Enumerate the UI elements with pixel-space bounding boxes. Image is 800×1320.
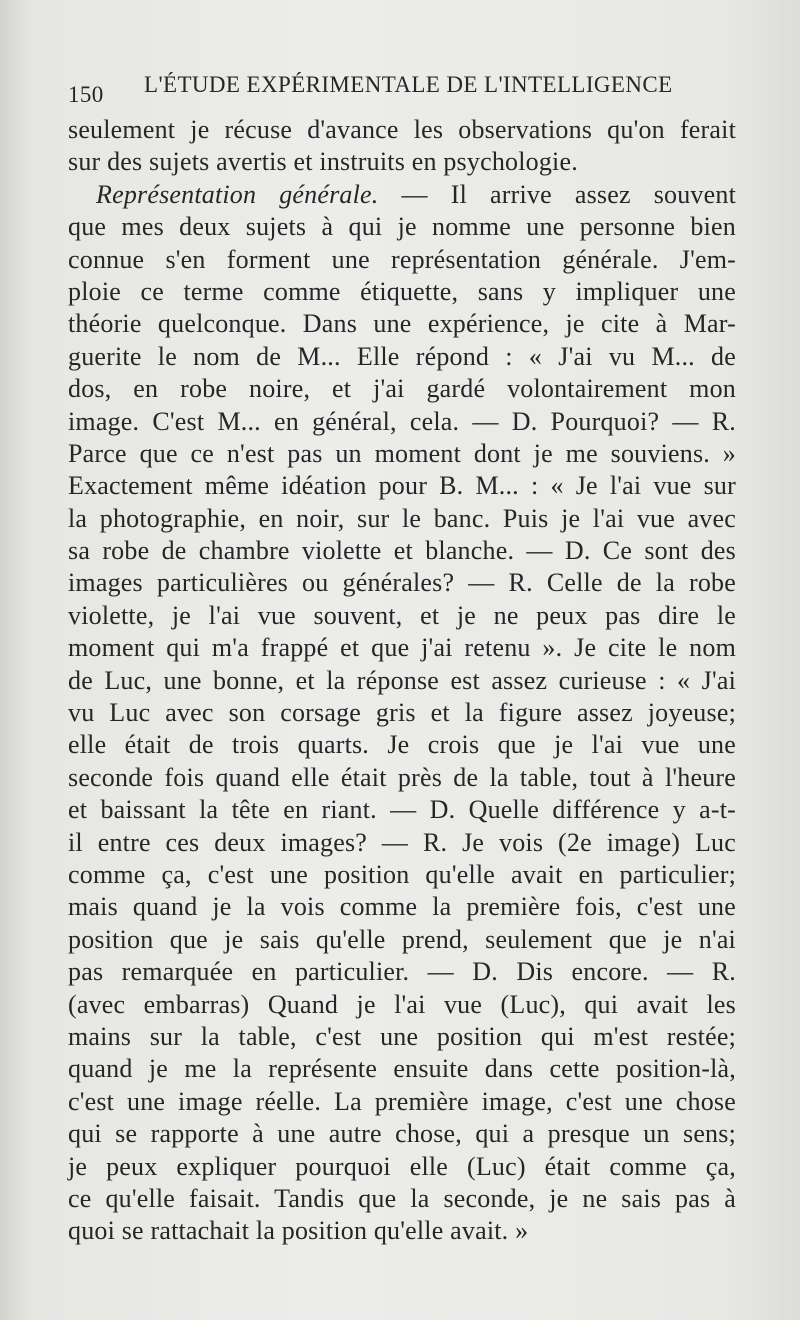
section-heading: Représentation générale. [96,179,379,209]
text-line: (avec embarras) Quand je l'ai vue (Luc), qui avait les [68,989,736,1019]
text-line: Exactement même idéation pour B. M... : « Je l'ai vue sur [68,471,736,501]
text-line: mains sur la table, c'est une position qui m'est restée; [68,1021,736,1051]
text-line: moment qui m'a frappé et que j'ai retenu ». Je cite le nom [68,633,736,663]
text-line: la photographie, en noir, sur le banc. Puis je l'ai vue avec [68,503,736,533]
text-line: pas remarquée en particulier. — D. Dis encore. — R. [68,957,736,987]
text-line: vu Luc avec son corsage gris et la figure assez joyeuse; [68,698,736,728]
text-line: théorie quelconque. Dans une expérience, je cite à Mar- [68,309,736,339]
text-line-section-start [68,179,736,211]
text-line: c'est une image réelle. La première image, c'est une chose [68,1086,736,1116]
running-title: L'ÉTUDE EXPÉRIMENTALE DE L'INTELLIGENCE [144,72,673,97]
text-line: sa robe de chambre violette et blanche. — D. Ce sont des [68,536,736,566]
text-line: image. C'est M... en général, cela. — D. Pourquoi? — R. [68,406,736,436]
text-line: qui se rapporte à une autre chose, qui a presque un sens; [68,1119,736,1149]
text-line: seconde fois quand elle était près de la table, tout à l'heure [68,762,736,792]
body-text [68,114,736,1248]
text-line: violette, je l'ai vue souvent, et je ne peux pas dire le [68,600,736,630]
text-line: dos, en robe noire, et j'ai gardé volontairement mon [68,374,736,404]
text-line: elle était de trois quarts. Je crois que je l'ai vue une [68,730,736,760]
text-line: je peux expliquer pourquoi elle (Luc) était comme ça, [68,1151,736,1181]
text-line: comme ça, c'est une position qu'elle avait en particulier; [68,859,736,889]
text-line: position que je sais qu'elle prend, seulement que je n'ai [68,924,736,954]
page-header [68,72,673,112]
text-line: guerite le nom de M... Elle répond : « J'ai vu M... de [68,341,736,371]
text-line: et baissant la tête en riant. — D. Quelle différence y a-t- [68,795,736,825]
text-line: Parce que ce n'est pas un moment dont je me souviens. » [68,438,736,468]
text-line: ce qu'elle faisait. Tandis que la seconde, je ne sais pas à [68,1183,736,1213]
text-line: quand je me la représente ensuite dans cette position-là, [68,1054,736,1084]
text-line: images particulières ou générales? — R. Celle de la robe [68,568,736,598]
text-line: connue s'en forment une représentation générale. J'em- [68,244,736,274]
text-line-rest: — Il arrive assez souvent [401,179,736,209]
text-line: sur des sujets avertis et instruits en psychologie. [68,147,578,177]
page-number: 150 [68,82,104,107]
text-line: seulement je récuse d'avance les observations qu'on ferait [68,115,736,144]
text-line: que mes deux sujets à qui je nomme une personne bien [68,212,736,242]
text-line: de Luc, une bonne, et la réponse est assez curieuse : « J'ai [68,665,736,695]
text-line: quoi se rattachait la position qu'elle avait. » [68,1216,529,1246]
text-line: il entre ces deux images? — R. Je vois (2e image) Luc [68,827,736,857]
text-line: mais quand je la vois comme la première fois, c'est une [68,892,736,922]
text-line: ploie ce terme comme étiquette, sans y impliquer une [68,276,736,306]
